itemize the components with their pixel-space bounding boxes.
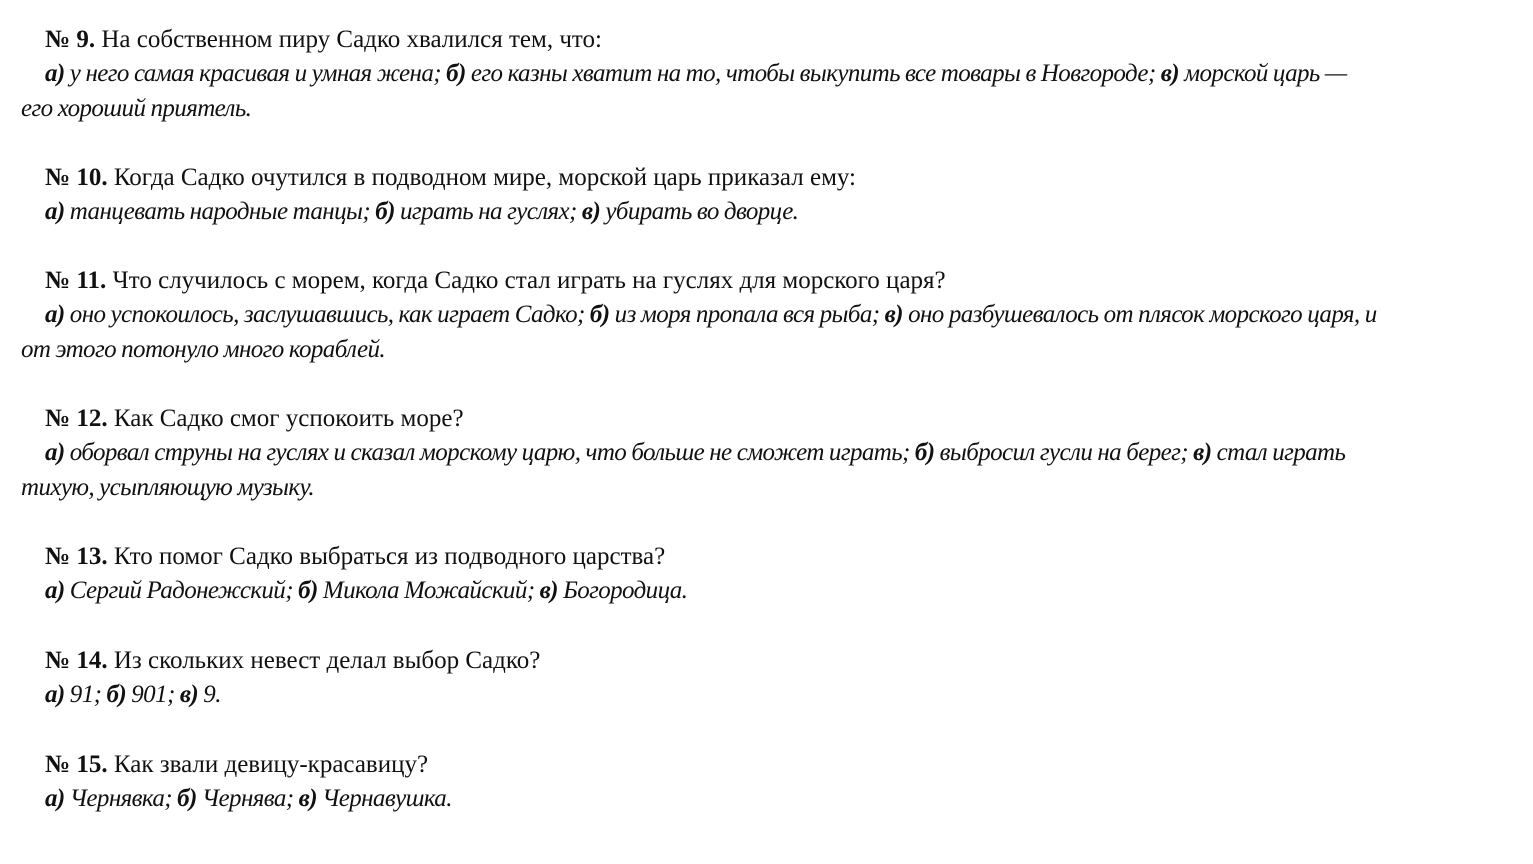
question-text: Когда Садко очутился в подводном мире, морской царь приказал ему: xyxy=(113,164,857,191)
answer-key-b: б) xyxy=(106,681,127,708)
answer-key-c: в) xyxy=(1160,60,1180,87)
answer-key-c: в) xyxy=(298,785,317,812)
answer-text-b: Микола Можайский; xyxy=(322,577,535,604)
answer-key-b: б) xyxy=(298,577,318,604)
question-line xyxy=(45,748,428,782)
answer-key-b: б) xyxy=(375,198,395,225)
question-number: № 15. xyxy=(45,751,108,778)
answer-key-b: б) xyxy=(177,785,197,812)
question-text: На собственном пиру Садко хвалился тем, что: xyxy=(101,26,602,53)
answer-key-a: а) xyxy=(45,439,65,466)
answer-key-c: в) xyxy=(179,681,199,708)
question-text: Из скольких невест делал выбор Садко? xyxy=(113,647,541,674)
question-number: № 10. xyxy=(45,164,108,191)
answer-options xyxy=(21,574,1381,609)
answer-text-b: 901; xyxy=(131,681,175,708)
question-number: № 14. xyxy=(45,647,108,674)
answer-key-a: а) xyxy=(45,577,65,604)
question-line xyxy=(45,264,946,298)
answer-key-a: а) xyxy=(45,198,65,225)
question-number: № 9. xyxy=(45,26,96,53)
answer-text-c: морской царь — его хороший приятель. xyxy=(21,60,1347,122)
question-text: Как звали девицу-красавицу? xyxy=(113,751,429,778)
answer-key-c: в) xyxy=(539,577,558,604)
answer-text-b: играть на гуслях; xyxy=(399,198,577,225)
answer-key-a: а) xyxy=(45,60,65,87)
answer-text-a: Чернявка; xyxy=(69,785,172,812)
answer-text-a: оборвал струны на гуслях и сказал морскому царю, что больше не сможет играть; xyxy=(69,439,910,466)
answer-text-b: из моря пропала вся рыба; xyxy=(614,301,880,328)
answer-options xyxy=(21,195,1381,230)
answer-text-c: оно разбушевалось от плясок морского царя, и от этого потонуло много кораблей. xyxy=(21,301,1377,363)
question-text: Кто помог Садко выбраться из подводного царства? xyxy=(113,543,666,570)
answer-text-c: стал играть тихую, усыпляющую музыку. xyxy=(21,439,1346,501)
question-line xyxy=(45,644,540,678)
answer-key-c: в) xyxy=(581,198,601,225)
question-text: Что случилось с морем, когда Садко стал играть на гуслях для морского царя? xyxy=(112,267,946,294)
answer-key-a: а) xyxy=(45,301,65,328)
answer-options xyxy=(21,678,1381,713)
answer-text-b: его казны хватит на то, чтобы выкупить все товары в Новгороде; xyxy=(470,60,1156,87)
question-number: № 13. xyxy=(45,543,108,570)
answer-text-a: оно успокоилось, заслушавшись, как играет Садко; xyxy=(69,301,585,328)
question-line xyxy=(45,23,602,57)
answer-text-c: убирать во дворце. xyxy=(605,198,799,225)
answer-key-b: б) xyxy=(446,60,466,87)
answer-options xyxy=(21,57,1381,126)
answer-text-b: выбросил гусли на берег; xyxy=(939,439,1188,466)
answer-options xyxy=(21,436,1381,505)
answer-key-a: а) xyxy=(45,681,65,708)
answer-text-b: Чернява; xyxy=(201,785,294,812)
answer-text-a: у него самая красивая и умная жена; xyxy=(69,60,441,87)
answer-key-c: в) xyxy=(1193,439,1212,466)
question-text: Как Садко смог успокоить море? xyxy=(113,405,464,432)
answer-text-c: Чернавушка. xyxy=(322,785,452,812)
question-line xyxy=(45,540,665,574)
answer-text-a: Сергий Радонежский; xyxy=(69,577,293,604)
answer-text-c: 9. xyxy=(203,681,221,708)
question-line xyxy=(45,161,856,195)
question-line xyxy=(45,402,464,436)
answer-text-a: танцевать народные танцы; xyxy=(69,198,371,225)
answer-key-c: в) xyxy=(884,301,903,328)
answer-options xyxy=(21,782,1381,817)
answer-text-a: 91; xyxy=(69,681,102,708)
question-number: № 11. xyxy=(45,267,107,294)
question-number: № 12. xyxy=(45,405,108,432)
answer-key-b: б) xyxy=(914,439,935,466)
answer-options xyxy=(21,298,1381,367)
answer-key-b: б) xyxy=(589,301,610,328)
answer-text-c: Богородица. xyxy=(563,577,688,604)
answer-key-a: а) xyxy=(45,785,65,812)
